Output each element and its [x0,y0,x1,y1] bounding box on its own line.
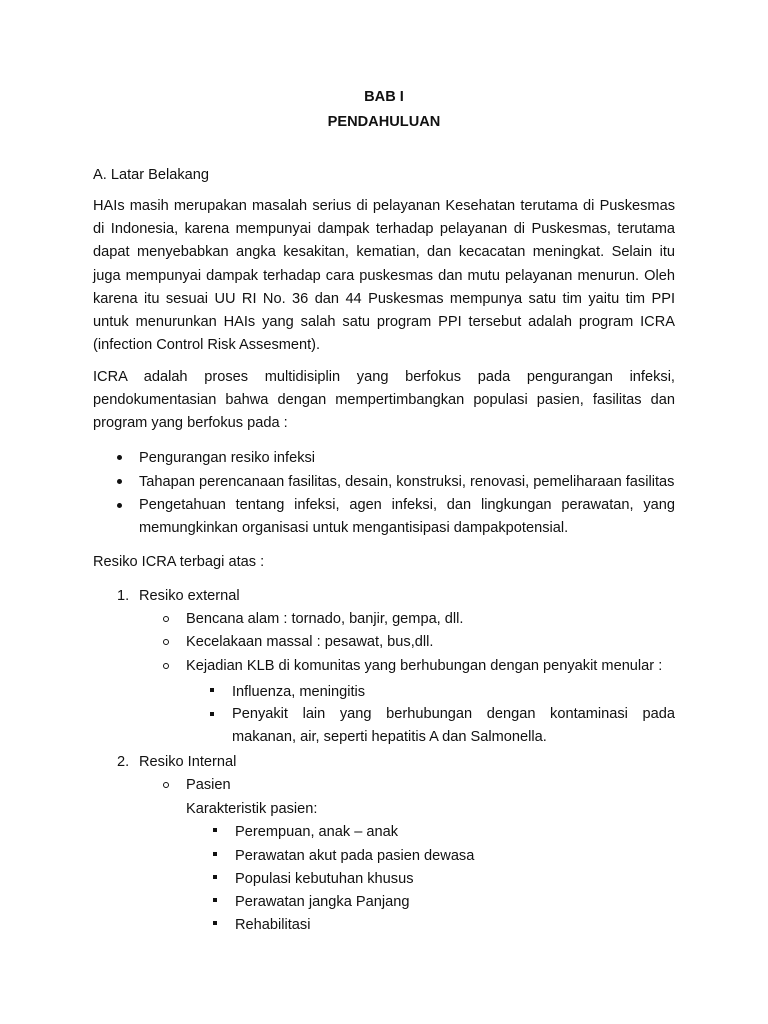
list-item: Kecelakaan massal : pesawat, bus,dll. [186,634,434,650]
square-bullet-icon [213,875,217,879]
risk-intro: Resiko ICRA terbagi atas : [93,554,265,570]
circle-bullet-icon [163,663,169,669]
bullet-icon [117,455,122,460]
bullet-icon [117,503,122,508]
square-bullet-icon [210,712,214,716]
list-item: Perempuan, anak – anak [235,824,399,840]
chapter-title: PENDAHULUAN [327,114,441,130]
list-item: Penyakit lain yang berhubungan dengan kontaminasi pada makanan, air, seperti hepatitis A dan Salmonella. [232,706,675,746]
square-bullet-icon [213,852,217,856]
circle-bullet-icon [163,782,169,788]
list-number: 1. [117,588,130,604]
list-item: Pasien [186,777,231,793]
square-bullet-icon [213,828,217,832]
square-bullet-icon [210,688,214,692]
characteristics-label: Karakteristik pasien: [186,801,318,817]
list-item: Pengurangan resiko infeksi [139,450,316,466]
square-bullet-icon [213,898,217,902]
paragraph-hais: HAIs masih merupakan masalah serius di pelayanan Kesehatan terutama di Puskesmas di Indonesia, karena mempunyai dampak terhadap pelayanan di Puskesmas, terutama dapat menyebabkan angka kesakitan, kematian, dan kecacatan meningkat. Selain itu juga mempunyai dampak terhadap cara puskesmas dan mutu pelayanan menurun. Oleh karena itu sesuai UU RI No. 36 dan 44 Puskesmas mempunya satu tim yaitu tim PPI untuk menurunkan HAIs yang salah satu program PPI tersebut adalah program ICRA (infection Control Risk Assesment). [93,198,675,354]
circle-bullet-icon [163,639,169,645]
risk-internal-label: Resiko Internal [139,754,237,770]
list-item: Influenza, meningitis [232,684,366,700]
list-item: Perawatan akut pada pasien dewasa [235,848,475,864]
list-item: Tahapan perencanaan fasilitas, desain, konstruksi, renovasi, pemeliharaan fasilitas [139,474,675,490]
list-item: Kejadian KLB di komunitas yang berhubungan dengan penyakit menular : [186,658,663,674]
bullet-icon [117,479,122,484]
square-bullet-icon [213,921,217,925]
risk-external-label: Resiko external [139,588,240,604]
list-item: Perawatan jangka Panjang [235,894,410,910]
section-heading: A. Latar Belakang [93,167,210,183]
list-item: Bencana alam : tornado, banjir, gempa, dll. [186,611,464,627]
chapter-number: BAB I [364,89,404,105]
circle-bullet-icon [163,616,169,622]
list-item: Rehabilitasi [235,917,311,933]
list-item: Pengetahuan tentang infeksi, agen infeksi, dan lingkungan perawatan, yang memungkinkan organisasi untuk mengantisipasi dampakpotensial. [139,497,675,537]
paragraph-icra: ICRA adalah proses multidisiplin yang berfokus pada pengurangan infeksi, pendokumentasian bahwa dengan mempertimbangkan populasi pasien, fasilitas dan program yang berfokus pada : [93,369,675,432]
list-number: 2. [117,754,130,770]
list-item: Populasi kebutuhan khusus [235,871,414,887]
